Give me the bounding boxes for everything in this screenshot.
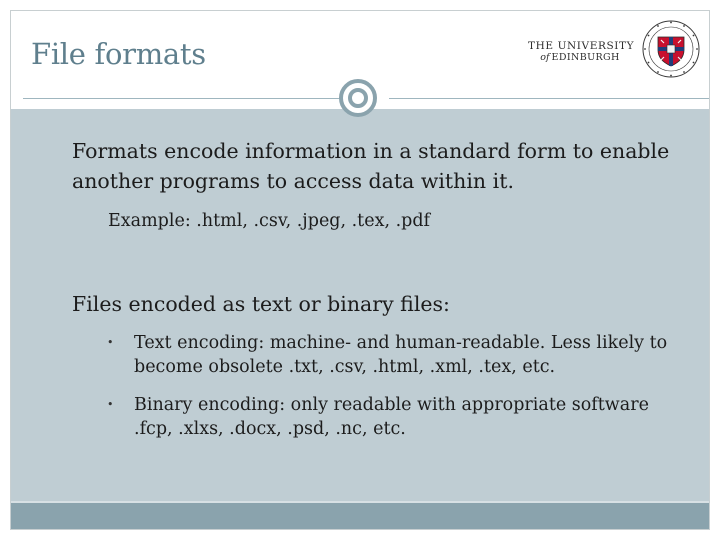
encoding-bullet-list xyxy=(107,331,687,455)
encoding-heading: Files encoded as text or binary files: xyxy=(72,292,450,316)
logo-of: of xyxy=(540,52,550,63)
bullet-text-encoding xyxy=(107,331,687,379)
divider-ring-inner xyxy=(348,88,368,108)
divider-ring-icon xyxy=(339,79,377,117)
logo-name: EDINBURGH xyxy=(551,52,620,63)
header-divider-left xyxy=(23,98,341,99)
bullet-marker: • xyxy=(107,398,114,411)
bullet-text: Binary encoding: only readable with appropriate software .fcp, .xlxs, .docx, .psd, .nc, etc. xyxy=(134,395,649,439)
bullet-binary-encoding xyxy=(107,393,687,441)
example-paragraph: Example: .html, .csv, .jpeg, .tex, .pdf xyxy=(108,211,431,231)
bullet-text: Text encoding: machine- and human-readable. Less likely to become obsolete .txt, .csv, .html, .xml, .tex, etc. xyxy=(134,333,668,377)
slide-title: File formats xyxy=(31,37,206,71)
logo-line-1: THE UNIVERSITY xyxy=(528,40,635,52)
university-crest-icon xyxy=(641,16,701,82)
header-divider-right xyxy=(389,98,709,99)
bullet-marker: • xyxy=(107,336,114,349)
logo-line-2 xyxy=(528,52,632,64)
intro-paragraph: Formats encode information in a standard form to enable another programs to access data within it. xyxy=(72,139,670,193)
footer-bar xyxy=(11,503,709,530)
slide xyxy=(10,10,710,530)
university-logo-text xyxy=(528,40,635,64)
